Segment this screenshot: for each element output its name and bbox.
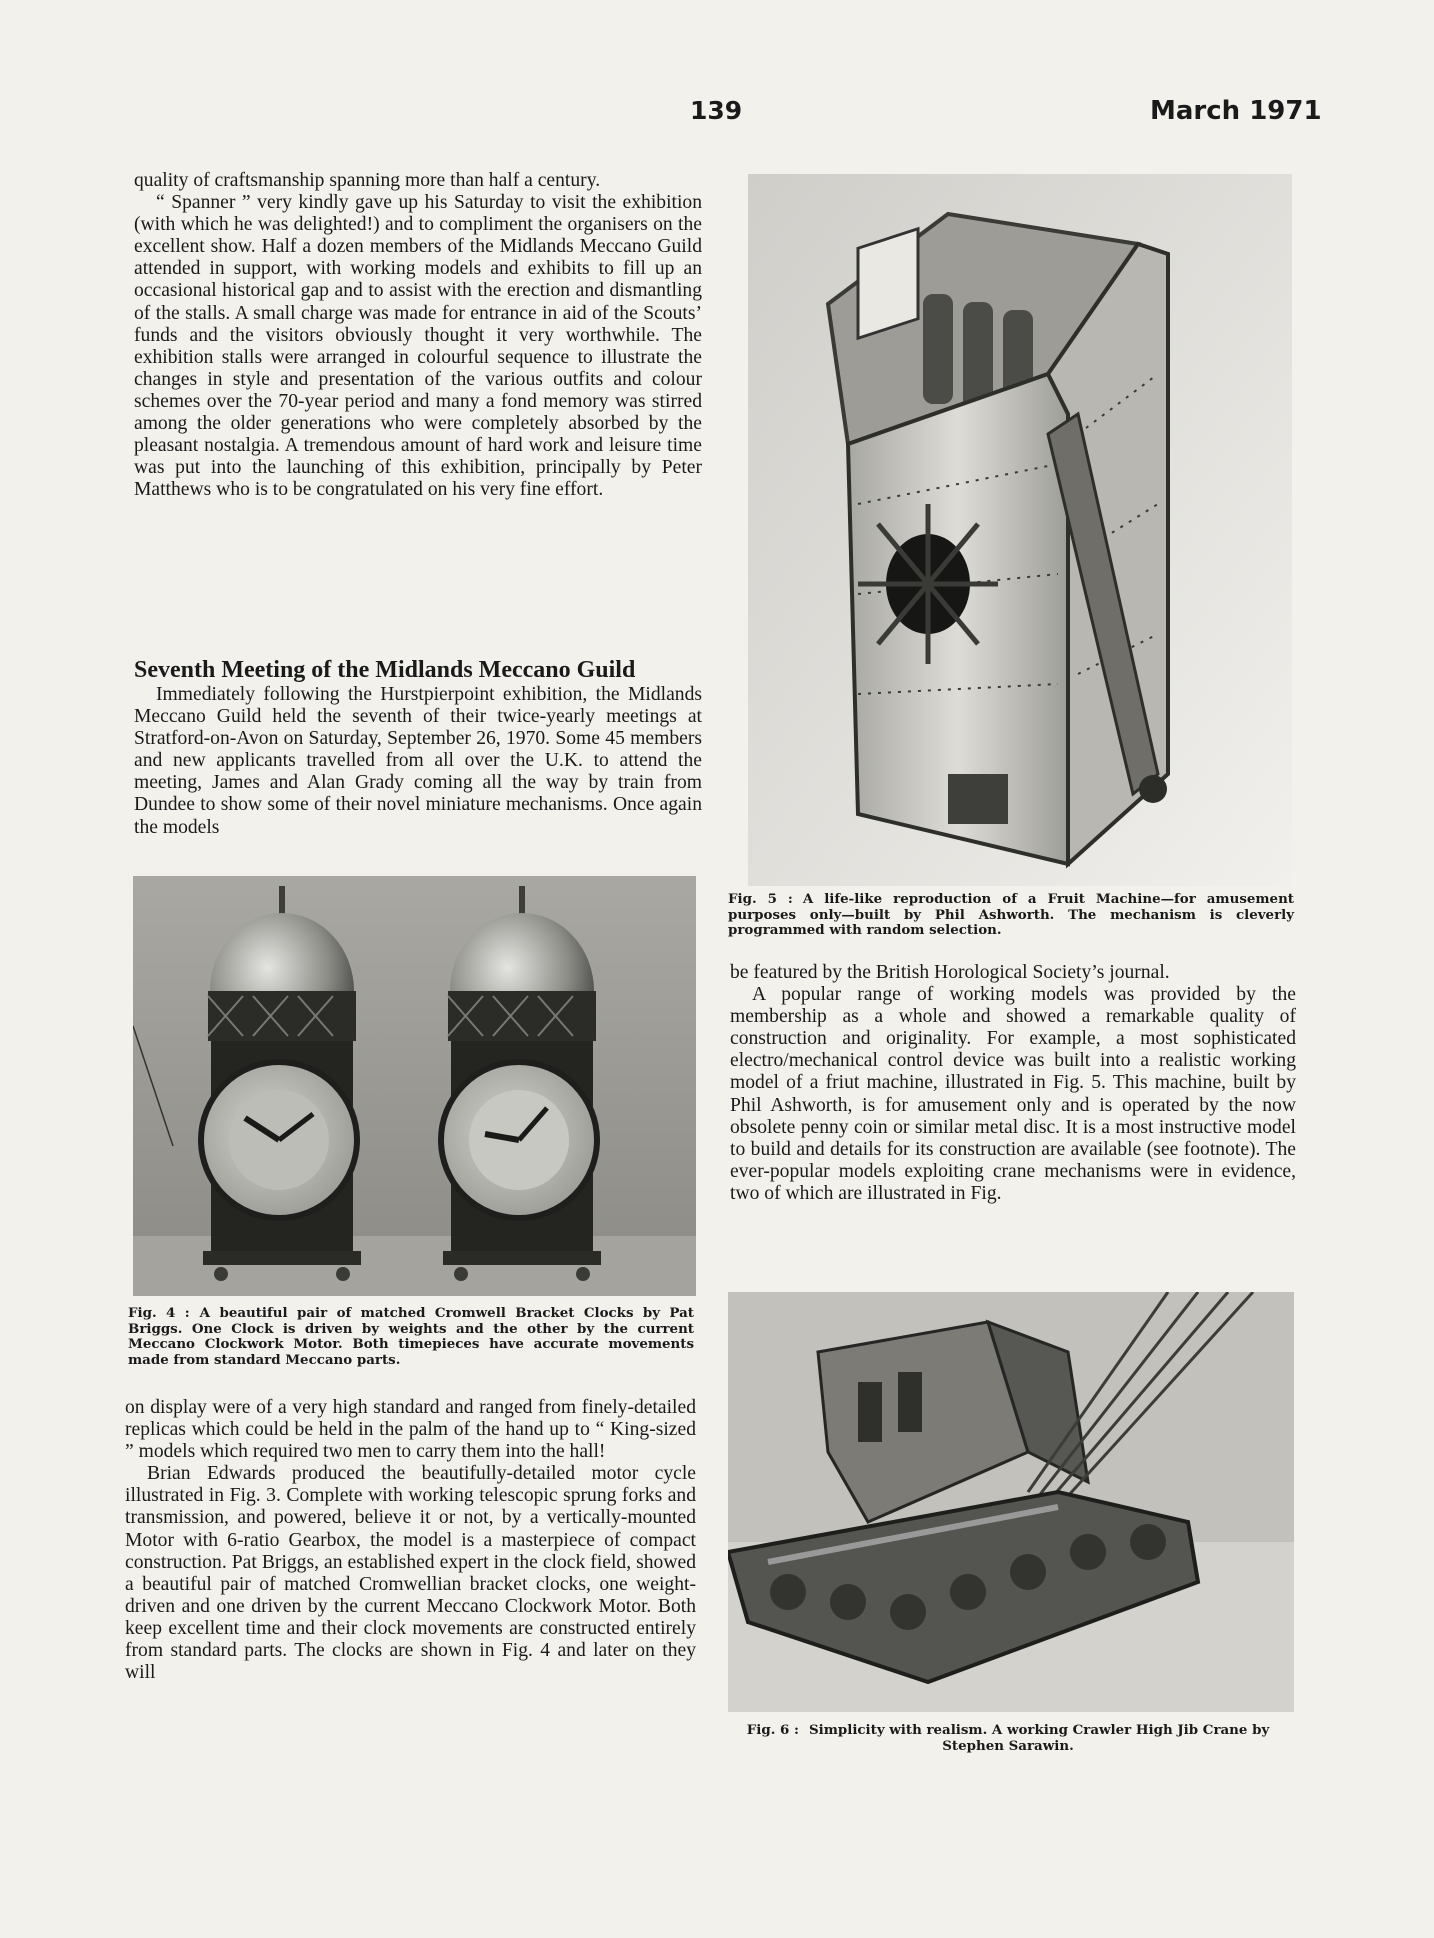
page-number: 139 — [690, 96, 743, 125]
fig6-caption — [718, 1723, 1298, 1754]
paragraph: A popular range of working models was provided by the membership as a whole and showed a remarkable quality of construction and originality. For example, a most sophisticated electro/mechanical control device was built into a realistic working model of a friut machine, illustrated in Fig. 5. This machine, built by Phil Ashworth, is for amusement only and is operated by the now obsolete penny coin or similar metal disc. It is a most instructive model to build and details for its construction are available (see footnote). The ever-popular models exploiting crane mechanisms were in evidence, two of which are illustrated in Fig. — [730, 984, 1296, 1204]
fig4-photo — [133, 876, 696, 1296]
left-column-bottom — [125, 1397, 696, 1684]
fig5-label: Fig. 5 : — [728, 891, 793, 907]
fig6-caption-text: Simplicity with realism. A working Crawler High Jib Crane by Stephen Sarawin. — [808, 1722, 1270, 1754]
issue-date: March 1971 — [1150, 96, 1322, 126]
section-block — [134, 656, 702, 839]
paragraph: Brian Edwards produced the beautifully-detailed motor cycle illustrated in Fig. 3. Complete with working telescopic sprung forks and transmission, and powered, believe it or not, by a vertically-mounted Motor with 6-ratio Gearbox, the model is a masterpiece of compact construction. Pat Briggs, an established expert in the clock field, showed a beautiful pair of matched Cromwellian bracket clocks, one weight-driven and one driven by the current Meccano Clockwork Motor. Both keep excellent time and their clock movements are constructed entirely from standard parts. The clocks are shown in Fig. 4 and later on they will — [125, 1463, 696, 1684]
fig4-caption — [128, 1306, 694, 1368]
right-column — [730, 962, 1296, 1205]
left-column-top — [134, 170, 702, 501]
paragraph: Immediately following the Hurstpierpoint exhibition, the Midlands Meccano Guild held the seventh of their twice-yearly meetings at Stratford-on-Avon on Saturday, September 26, 1970. Some 45 members and new applicants travelled from all over the U.K. to attend the meeting, James and Alan Grady coming all the way by train from Dundee to show some of their novel miniature mechanisms. Once again the models — [134, 684, 702, 838]
fig6-label: Fig. 6 : — [746, 1722, 799, 1738]
fig5-caption-text: A life-like reproduction of a Fruit Machine—for amusement purposes only—built by Phil Ashworth. The mechanism is cleverly programmed with random selection. — [728, 891, 1294, 938]
paragraph: “ Spanner ” very kindly gave up his Saturday to visit the exhibition (with which he was delighted!) and to compliment the organisers on the excellent show. Half a dozen members of the Midlands Meccano Guild attended in support, with working models and exhibits to fill up an occasional historical gap and to assist with the erection and dismantling of the stalls. A small charge was made for entrance in aid of the Scouts’ funds and the visitors obviously thought it very worthwhile. The exhibition stalls were arranged in colourful sequence to illustrate the changes in style and presentation of the various outfits and colour schemes over the 70-year period and many a fond memory was stirred among the older generations who were completely absorbed by the pleasant nostalgia. A tremendous amount of hard work and leisure time was put into the launching of this exhibition, principally by Peter Matthews who is to be congratulated on his very fine effort. — [134, 192, 702, 501]
fig4-caption-text: A beautiful pair of matched Cromwell Bracket Clocks by Pat Briggs. One Clock is driven by weights and the other by the current Meccano Clockwork Motor. Both timepieces have accurate movements made from standard Meccano parts. — [128, 1305, 694, 1368]
fig4-label: Fig. 4 : — [128, 1305, 190, 1321]
section-heading: Seventh Meeting of the Midlands Meccano Guild — [134, 657, 636, 683]
fig5-caption — [728, 892, 1294, 939]
fig5-photo — [748, 174, 1292, 886]
paragraph: quality of craftsmanship spanning more than half a century. — [134, 170, 601, 191]
paragraph: on display were of a very high standard and ranged from finely-detailed replicas which could be held in the palm of the hand up to “ King-sized ” models which required two men to carry them into the hall! — [125, 1397, 696, 1463]
paragraph: be featured by the British Horological Society’s journal. — [730, 962, 1170, 983]
fig6-photo — [728, 1292, 1294, 1712]
